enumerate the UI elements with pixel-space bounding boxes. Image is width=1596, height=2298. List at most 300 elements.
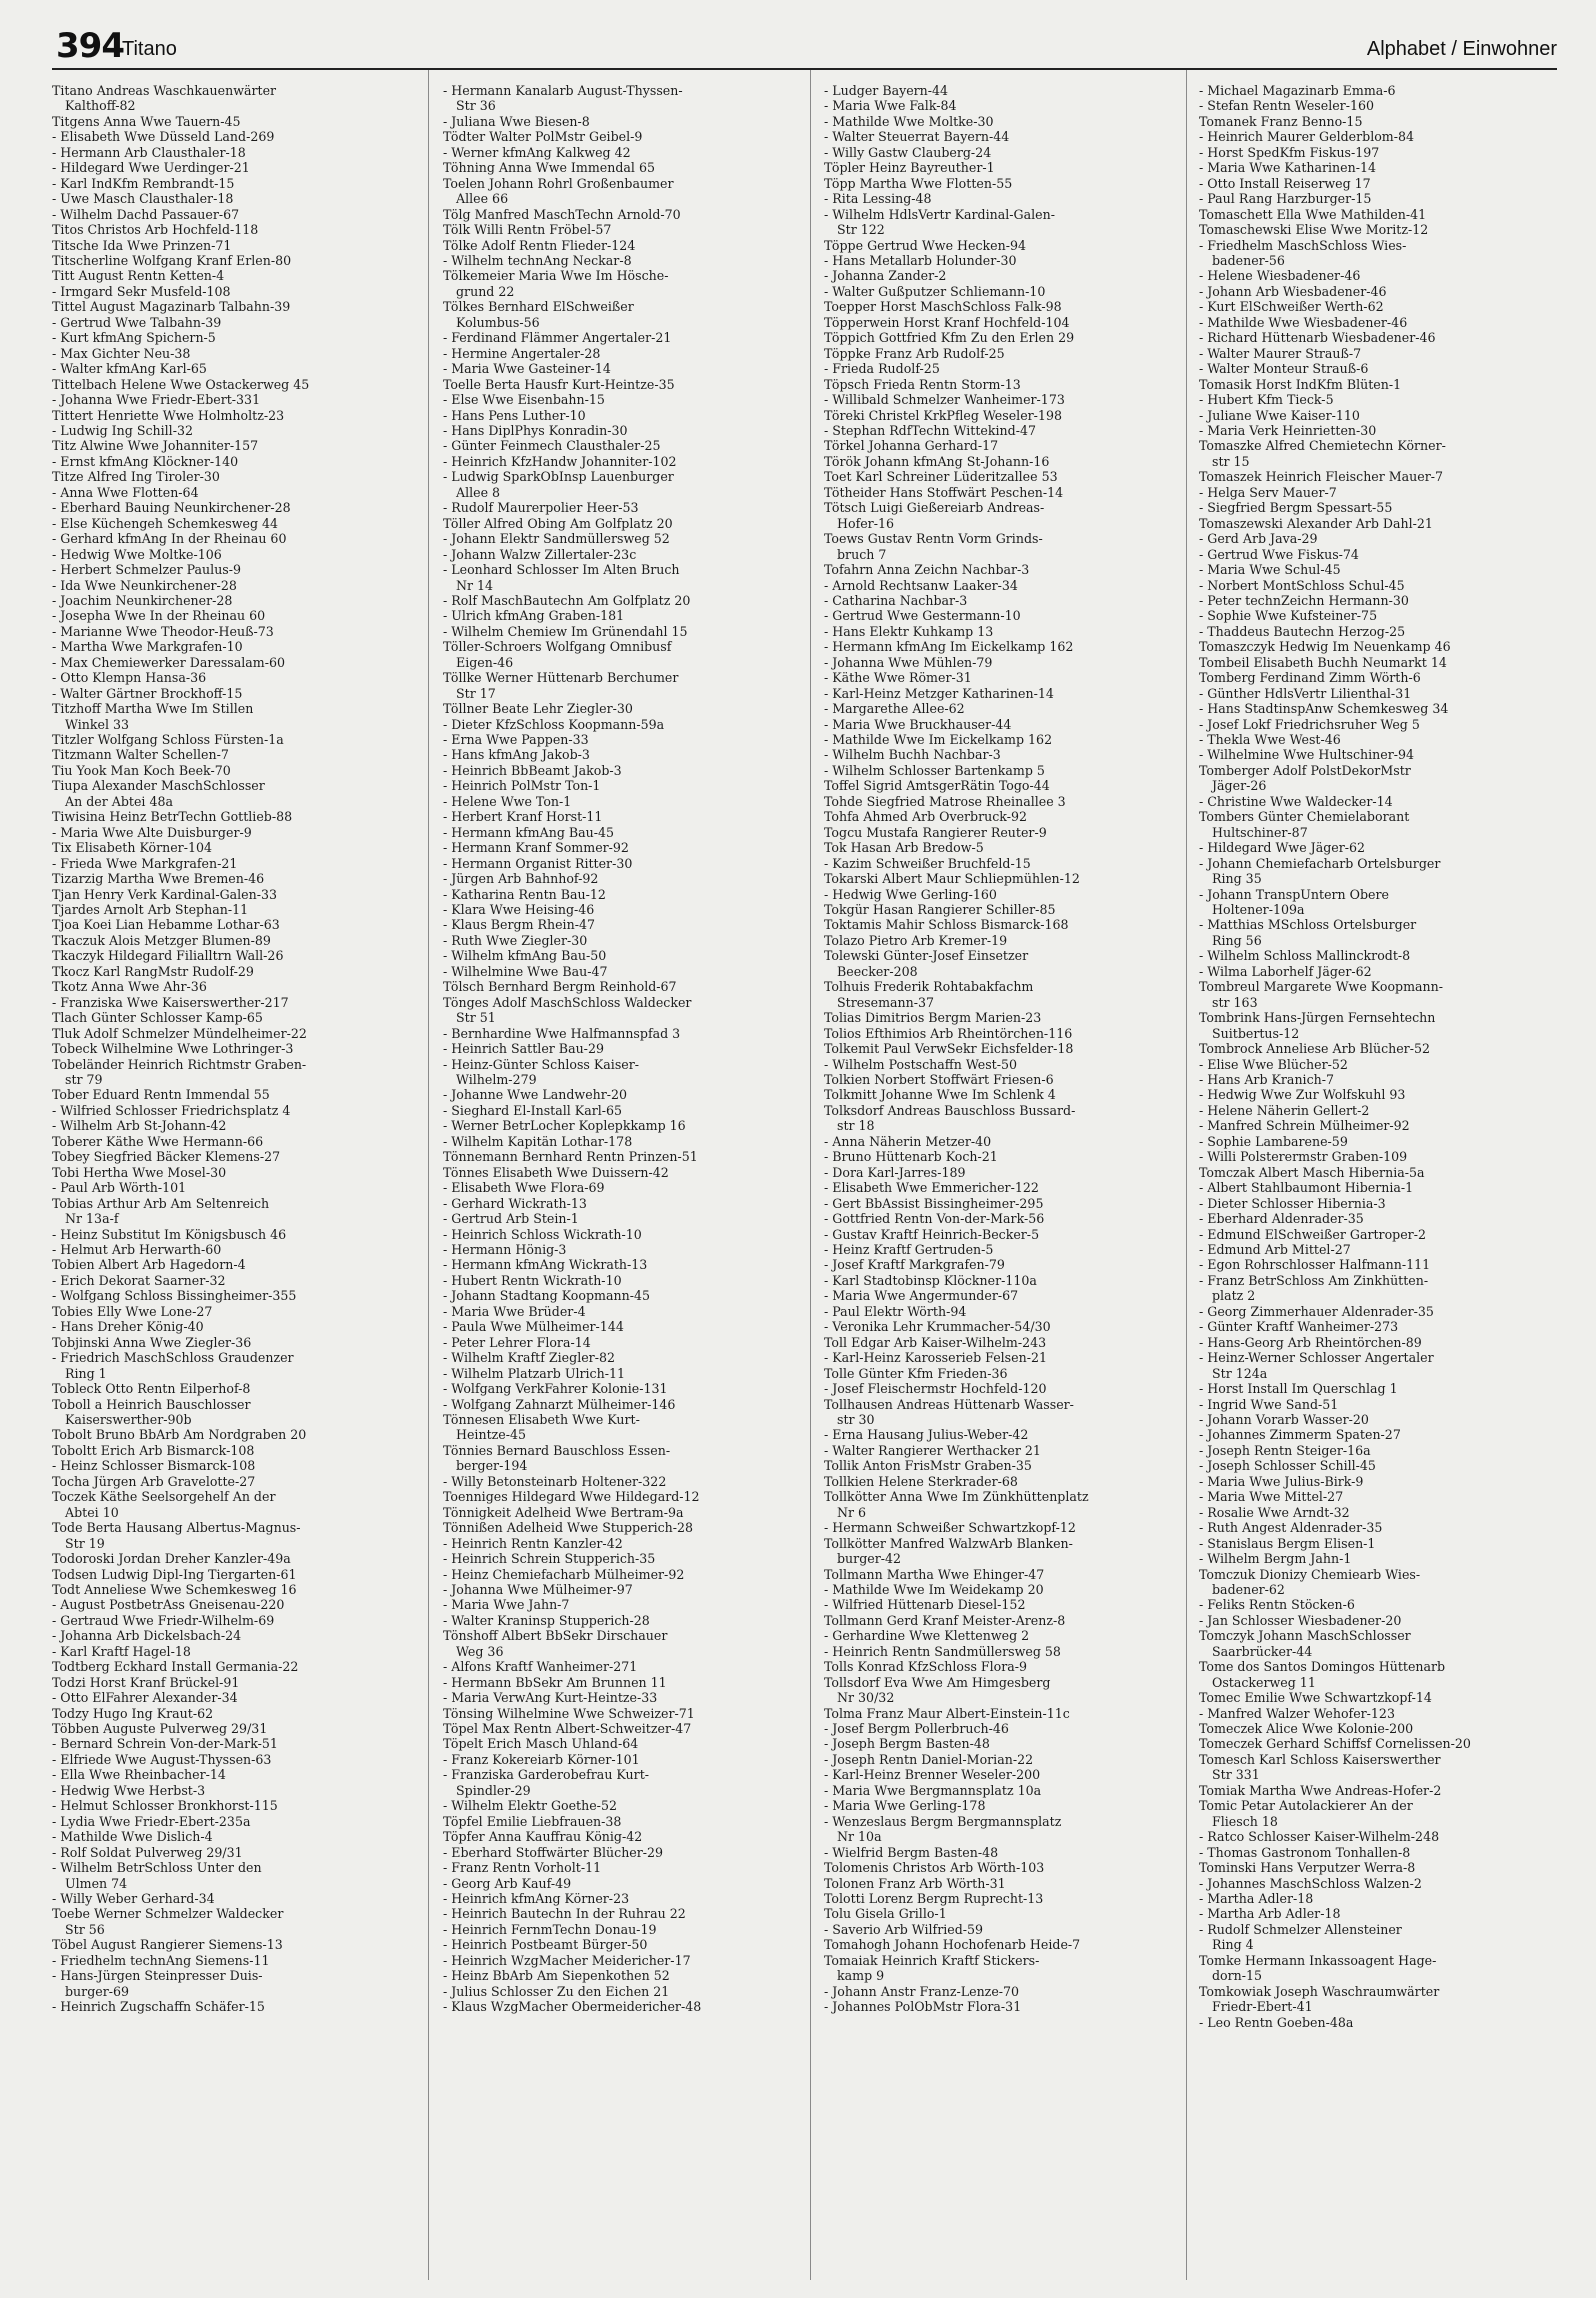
entry-text: - Johann Vorarb Wasser-20 [1199,1411,1369,1427]
directory-entry [52,1953,417,1968]
entry-text: - Wilhelm Elektr Goethe-52 [443,1798,617,1814]
directory-entry [443,1443,808,1474]
directory-entry [443,1922,808,1937]
entry-text: Tomaszczyk Hedwig Im Neuenkamp 46 [1199,639,1451,655]
entry-text: - Georg Arb Kauf-49 [443,1875,572,1891]
entry-continuation: Str 124a [1212,1365,1268,1381]
directory-entry [1199,1922,1564,1953]
entry-text: - Peter Lehrer Flora-14 [443,1334,591,1350]
directory-entry [824,624,1189,639]
entry-text: Tomiak Martha Wwe Andreas-Hofer-2 [1199,1782,1442,1798]
entry-text: Tomkowiak Joseph Waschraumwärter [1199,1983,1440,1999]
entry-text: - Helene Wwe Ton-1 [443,793,572,809]
directory-entry [443,794,808,809]
directory-entry [1199,1876,1564,1891]
entry-text: - Sieghard El-Install Karl-65 [443,1102,623,1118]
entry-text: - Mathilde Wwe Im Eickelkamp 162 [824,732,1053,748]
entry-continuation: Kalthoff-82 [65,98,136,114]
directory-entry [824,1072,1189,1087]
directory-entry [443,1103,808,1118]
directory-entry [443,747,808,762]
directory-entry [824,809,1189,824]
entry-text: Tönnemann Bernhard Rentn Prinzen-51 [443,1149,698,1165]
entry-text: - Maria Wwe Gerling-178 [824,1798,986,1814]
entry-text: - Bernard Schrein Von-der-Mark-51 [52,1736,278,1752]
directory-entry [824,1659,1189,1674]
entry-text: Todoroski Jordan Dreher Kanzler-49a [52,1551,291,1567]
directory-entry [824,639,1189,654]
entry-text: - Heinrich Postbeamt Bürger-50 [443,1937,648,1953]
directory-entry [824,1767,1189,1782]
directory-entry [443,1211,808,1226]
running-head-left: Titano [122,38,177,60]
directory-entry [52,1906,417,1937]
entry-text: - Johanna Zander-2 [824,268,947,284]
directory-entry [824,825,1189,840]
directory-entry [824,1489,1189,1520]
running-head-right: Alphabet / Einwohner [1366,38,1557,60]
directory-column-1 [52,83,417,2283]
entry-text: Török Johann kfmAng St-Johann-16 [824,453,1050,469]
directory-entry [52,83,417,114]
directory-entry [1199,176,1564,191]
directory-entry [443,624,808,639]
entry-text: - Frieda Rudolf-25 [824,361,940,377]
entry-text: - Jürgen Arb Bahnhof-92 [443,871,599,887]
directory-entry [824,578,1189,593]
directory-entry [443,1829,808,1844]
directory-entry [824,392,1189,407]
entry-text: - Wilhelm Platzarb Ulrich-11 [443,1365,626,1381]
directory-entry [1199,1752,1564,1783]
entry-text: - Josef Bergm Pollerbruch-46 [824,1721,1009,1737]
entry-text: - Martha Arb Adler-18 [1199,1906,1341,1922]
entry-text: Tölkemeier Maria Wwe Im Hösche- [443,268,669,284]
directory-entry [1199,1180,1564,1195]
directory-entry [824,933,1189,948]
directory-entry [52,1613,417,1628]
entry-text: - Veronika Lehr Krummacher-54/30 [824,1319,1051,1335]
directory-entry [1199,1350,1564,1381]
entry-text: Tomczuk Dionizy Chemiearb Wies- [1199,1566,1421,1582]
entry-text: - Maria Wwe Brüder-4 [443,1303,586,1319]
entry-text: - Rolf MaschBautechn Am Golfplatz 20 [443,592,691,608]
directory-entry [824,948,1189,979]
entry-text: - Arnold Rechtsanw Laaker-34 [824,577,1018,593]
directory-entry [1199,964,1564,979]
entry-text: - Wilhelm Buchh Nachbar-3 [824,747,1001,763]
directory-entry [824,315,1189,330]
entry-text: - Wilfried Schlosser Friedrichsplatz 4 [52,1102,291,1118]
entry-text: Tombrock Anneliese Arb Blücher-52 [1199,1041,1430,1057]
directory-entry [52,995,417,1010]
directory-entry [1199,1891,1564,1906]
entry-text: - Johann Walzw Zillertaler-23c [443,546,637,562]
directory-entry [52,562,417,577]
directory-entry [443,1412,808,1443]
entry-text: - Hermann Kanalarb August-Thyssen- [443,83,683,98]
entry-text: - Hermann BbSekr Am Brunnen 11 [443,1674,667,1690]
directory-entry [824,732,1189,747]
directory-entry [1199,1211,1564,1226]
entry-text: - Willibald Schmelzer Wanheimer-173 [824,392,1065,408]
directory-entry [1199,1829,1564,1844]
directory-entry [52,948,417,963]
entry-text: Tollkötter Manfred WalzwArb Blanken- [824,1535,1073,1551]
directory-entry [824,1721,1189,1736]
entry-text: Tome dos Santos Domingos Hüttenarb [1199,1659,1446,1675]
directory-entry [52,655,417,670]
directory-entry [443,377,808,392]
directory-entry [824,856,1189,871]
entry-text: Töpsch Frieda Rentn Storm-13 [824,376,1021,392]
entry-text: - Hans StadtinspAnw Schemkesweg 34 [1199,701,1449,717]
entry-text: - Julius Schlosser Zu den Eichen 21 [443,1983,670,1999]
entry-continuation: dorn-15 [1212,1968,1263,1984]
directory-entry [52,1319,417,1334]
directory-entry [443,1319,808,1334]
entry-text: - Eberhard Stoffwärter Blücher-29 [443,1844,664,1860]
entry-text: - Gottfried Rentn Von-der-Mark-56 [824,1211,1045,1227]
entry-text: Tjan Henry Verk Kardinal-Galen-33 [52,886,278,902]
directory-entry [52,531,417,546]
entry-text: Tolkemit Paul VerwSekr Eichsfelder-18 [824,1041,1074,1057]
directory-entry [52,207,417,222]
directory-entry [824,608,1189,623]
directory-entry [1199,1551,1564,1566]
entry-text: Tollik Anton FrisMstr Graben-35 [824,1458,1032,1474]
entry-text: - Ida Wwe Neunkirchener-28 [52,577,237,593]
entry-continuation: Heintze-45 [456,1427,527,1443]
directory-entry [52,1165,417,1180]
directory-entry [1199,1273,1564,1304]
directory-entry [824,454,1189,469]
directory-entry [824,1922,1189,1937]
directory-entry [52,763,417,778]
directory-entry [1199,1165,1564,1180]
directory-entry [52,778,417,809]
entry-text: Tomanek Franz Benno-15 [1199,113,1363,129]
entry-text: - Manfred Walzer Wehofer-123 [1199,1705,1395,1721]
entry-text: Tittel August Magazinarb Talbahn-39 [52,299,291,315]
entry-text: - Wilhelm Kapitän Lothar-178 [443,1133,633,1149]
directory-entry [1199,1149,1564,1164]
directory-entry [1199,1736,1564,1751]
directory-entry [52,423,417,438]
directory-entry [824,408,1189,423]
directory-entry [824,160,1189,175]
entry-text: - Herbert Schmelzer Paulus-9 [52,562,242,578]
entry-text: Toberer Käthe Wwe Hermann-66 [52,1133,264,1149]
directory-entry [443,1180,808,1195]
entry-text: - Hildegard Wwe Uerdinger-21 [52,160,250,176]
entry-continuation: Kolumbus-56 [456,314,540,330]
directory-entry [824,1814,1189,1845]
entry-text: - Martha Adler-18 [1199,1891,1314,1907]
directory-entry [52,979,417,994]
entry-text: - Rosalie Wwe Arndt-32 [1199,1504,1350,1520]
entry-text: - Marianne Wwe Theodor-Heuß-73 [52,623,274,639]
directory-entry [52,191,417,206]
entry-text: - Hedwig Wwe Zur Wolfskuhl 93 [1199,1087,1406,1103]
entry-text: - Heinrich Sattler Bau-29 [443,1041,604,1057]
entry-text: - Max Gichter Neu-38 [52,345,191,361]
directory-entry [443,238,808,253]
directory-entry [443,763,808,778]
entry-text: - Otto Klempn Hansa-36 [52,670,207,686]
entry-text: - Walter Rangierer Werthacker 21 [824,1442,1041,1458]
directory-entry [824,1937,1189,1952]
entry-text: - Margarethe Allee-62 [824,701,965,717]
directory-entry [52,1721,417,1736]
entry-text: Tolios Efthimios Arb Rheintörchen-116 [824,1025,1073,1041]
directory-entry [443,1273,808,1288]
directory-entry [824,670,1189,685]
entry-text: - Else Küchengeh Schemkesweg 44 [52,515,279,531]
directory-entry [824,655,1189,670]
directory-entry [52,268,417,283]
directory-entry [1199,948,1564,963]
entry-text: Tollhausen Andreas Hüttenarb Wasser- [824,1396,1074,1412]
entry-text: - Heinz BbArb Am Siepenkothen 52 [443,1968,670,1984]
entry-text: Titsche Ida Wwe Prinzen-71 [52,237,232,253]
entry-text: - Frieda Wwe Markgrafen-21 [52,855,238,871]
entry-text: - Jan Schlosser Wiesbadener-20 [1199,1612,1402,1628]
entry-text: - Klara Wwe Heising-46 [443,902,595,918]
directory-entry [1199,1613,1564,1628]
directory-entry [1199,1489,1564,1504]
entry-text: Todzy Hugo Ing Kraut-62 [52,1705,214,1721]
entry-text: - Karl Stadtobinsp Klöckner-110a [824,1272,1037,1288]
directory-entry [824,1891,1189,1906]
directory-entry [824,1273,1189,1288]
directory-entry [443,454,808,469]
entry-continuation: Spindler-29 [456,1782,531,1798]
entry-text: Töllner Beate Lehr Ziegler-30 [443,701,633,717]
directory-entry [443,1582,808,1597]
entry-text: - Horst Install Im Querschlag 1 [1199,1381,1398,1397]
entry-text: - Mathilde Wwe Wiesbadener-46 [1199,314,1408,330]
entry-text: - Bernhardine Wwe Halfmannspfad 3 [443,1025,681,1041]
directory-entry [1199,1458,1564,1473]
entry-text: Tiwisina Heinz BetrTechn Gottlieb-88 [52,809,293,825]
directory-entry [443,1860,808,1875]
directory-entry [443,871,808,886]
directory-entry [443,1984,808,1999]
directory-entry [443,423,808,438]
entry-text: - Hermann Hönig-3 [443,1241,567,1257]
entry-text: Toelle Berta Hausfr Kurt-Heintze-35 [443,376,675,392]
directory-entry [1199,1953,1564,1984]
entry-text: - Richard Hüttenarb Wiesbadener-46 [1199,330,1436,346]
entry-text: - Johanna Wwe Mülheimer-97 [443,1581,633,1597]
entry-text: - Rolf Soldat Pulverweg 29/31 [52,1844,243,1860]
directory-entry [443,1968,808,1983]
entry-text: Tokgür Hasan Rangierer Schiller-85 [824,902,1056,918]
directory-entry [443,1489,808,1504]
entry-text: - Wenzeslaus Bergm Bergmannsplatz [824,1813,1062,1829]
entry-text: - Maria Wwe Jahn-7 [443,1597,570,1613]
entry-text: - Ludwig SparkObInsp Lauenburger [443,469,674,485]
entry-text: - Otto ElFahrer Alexander-34 [52,1690,238,1706]
entry-text: - Edmund ElSchweißer Gartroper-2 [1199,1226,1426,1242]
directory-entry [824,747,1189,762]
entry-text: - Ruth Angest Aldenrader-35 [1199,1520,1383,1536]
entry-text: - Paul Arb Wörth-101 [52,1180,187,1196]
entry-text: - Eberhard Aldenrader-35 [1199,1211,1364,1227]
directory-entry [52,1350,417,1381]
entry-text: - Alfons Kraftf Wanheimer-271 [443,1659,638,1675]
entry-text: - Manfred Schrein Mülheimer-92 [1199,1118,1410,1134]
entry-text: - Heinz Kraftf Gertruden-5 [824,1241,994,1257]
entry-text: Tobjinski Anna Wwe Ziegler-36 [52,1334,252,1350]
directory-entry [1199,624,1564,639]
entry-text: Tomczak Albert Masch Hibernia-5a [1199,1164,1425,1180]
entry-text: - Mathilde Wwe Dislich-4 [52,1829,213,1845]
entry-text: Töpelt Erich Masch Uhland-64 [443,1736,639,1752]
entry-text: - Erna Wwe Pappen-33 [443,732,589,748]
directory-entry [52,1675,417,1690]
entry-continuation: Allee 8 [456,484,501,500]
entry-continuation: burger-69 [65,1983,130,1999]
directory-entry [443,1057,808,1088]
entry-text: - Johann Stadtang Koopmann-45 [443,1288,650,1304]
directory-entry [443,1242,808,1257]
directory-entry [443,1304,808,1319]
entry-text: - Maria Wwe Gasteiner-14 [443,361,611,377]
entry-text: - Rudolf Maurerpolier Heer-53 [443,500,639,516]
entry-text: - Wilhelm Dachd Passauer-67 [52,206,240,222]
directory-entry [1199,1659,1564,1690]
entry-text: Tjardes Arnolt Arb Stephan-11 [52,902,249,918]
entry-text: - Gerd Arb Java-29 [1199,531,1318,547]
directory-entry [52,1087,417,1102]
entry-text: - Maria Verk Heinrietten-30 [1199,422,1377,438]
entry-continuation: badener-62 [1212,1581,1285,1597]
entry-text: - Paul Rang Harzburger-15 [1199,191,1372,207]
entry-continuation: Weg 36 [456,1643,504,1659]
entry-text: Todt Anneliese Wwe Schemkesweg 16 [52,1581,297,1597]
entry-continuation: Str 122 [837,222,885,238]
directory-entry [824,1103,1189,1134]
directory-entry [1199,299,1564,314]
directory-entry [824,346,1189,361]
entry-text: Tobeck Wilhelmine Wwe Lothringer-3 [52,1041,294,1057]
entry-text: Tobeländer Heinrich Richtmstr Graben- [52,1056,307,1072]
directory-entry [443,1891,808,1906]
directory-entry [52,1999,417,2014]
entry-text: - Lydia Wwe Friedr-Ebert-235a [52,1813,251,1829]
directory-entry [52,1845,417,1860]
entry-text: - Otto Install Reiserweg 17 [1199,175,1371,191]
entry-text: Töppke Franz Arb Rudolf-25 [824,345,1005,361]
directory-entry [1199,485,1564,500]
entry-text: - Franz Kokereiarb Körner-101 [443,1751,640,1767]
entry-text: - Hans DiplPhys Konradin-30 [443,422,628,438]
entry-text: - Werner kfmAng Kalkweg 42 [443,144,631,160]
entry-text: - Ludger Bayern-44 [824,83,949,98]
entry-text: - Elisabeth Wwe Düsseld Land-269 [52,129,275,145]
directory-entry [52,1180,417,1195]
entry-text: - Johannes MaschSchloss Walzen-2 [1199,1875,1422,1891]
entry-text: Töppe Gertrud Wwe Hecken-94 [824,237,1027,253]
directory-entry [443,1227,808,1242]
entry-continuation: platz 2 [1212,1288,1256,1304]
directory-entry [443,1767,808,1798]
directory-entry [443,902,808,917]
entry-text: - Helene Näherin Gellert-2 [1199,1102,1370,1118]
directory-entry [443,1381,808,1396]
directory-entry [443,299,808,330]
directory-entry [52,1134,417,1149]
directory-entry [824,1443,1189,1458]
entry-continuation: burger-42 [837,1551,902,1567]
entry-text: - Walter Steuerrat Bayern-44 [824,129,1010,145]
directory-entry [1199,1196,1564,1211]
directory-entry [52,346,417,361]
directory-entry [443,701,808,716]
entry-text: Tomaschewski Elise Wwe Moritz-12 [1199,222,1429,238]
entry-text: Todsen Ludwig Dipl-Ing Tiergarten-61 [52,1566,297,1582]
directory-entry [1199,1706,1564,1721]
directory-entry [824,1366,1189,1381]
entry-text: Tolias Dimitrios Bergm Marien-23 [824,1010,1042,1026]
entry-text: Tomahogh Johann Hochofenarb Heide-7 [824,1937,1081,1953]
entry-text: Titscherline Wolfgang Kranf Erlen-80 [52,252,292,268]
directory-entry [52,469,417,484]
directory-entry [52,1335,417,1350]
entry-continuation: Ring 4 [1212,1937,1254,1953]
entry-text: Tomaszke Alfred Chemietechn Körner- [1199,438,1446,454]
entry-text: Tiu Yook Man Koch Beek-70 [52,762,231,778]
entry-text: - August PostbetrAss Gneisenau-220 [52,1597,285,1613]
entry-text: Tolkien Norbert Stoffwärt Friesen-6 [824,1072,1054,1087]
entry-text: - Walter Maurer Strauß-7 [1199,345,1362,361]
entry-text: Töpfer Anna Kauffrau König-42 [443,1829,643,1845]
directory-entry [1199,98,1564,113]
entry-text: Töpfel Emilie Liebfrauen-38 [443,1813,622,1829]
entry-text: - Hans Elektr Kuhkamp 13 [824,623,994,639]
directory-entry [824,531,1189,562]
directory-entry [1199,1474,1564,1489]
entry-text: - Wilhelm HdlsVertr Kardinal-Galen- [824,206,1055,222]
directory-entry [824,1165,1189,1180]
directory-entry [1199,129,1564,144]
entry-text: - Heinz-Werner Schlosser Angertaler [1199,1350,1434,1366]
entry-text: - Hans Pens Luther-10 [443,407,586,423]
entry-text: - Wilhelm Schlosser Bartenkamp 5 [824,762,1045,778]
directory-entry [824,238,1189,253]
directory-entry [824,902,1189,917]
directory-entry [824,794,1189,809]
directory-entry [1199,1118,1564,1133]
directory-entry [824,268,1189,283]
entry-text: Tönnesen Elisabeth Wwe Kurt- [443,1411,640,1427]
entry-text: - Irmgard Sekr Musfeld-108 [52,283,231,299]
directory-entry [1199,1443,1564,1458]
entry-text: - Maria Wwe Bergmannsplatz 10a [824,1782,1042,1798]
directory-entry [52,253,417,268]
directory-entry [52,1644,417,1659]
directory-entry [824,438,1189,453]
entry-continuation: Fliesch 18 [1212,1813,1278,1829]
entry-text: - Maria Wwe Katharinen-14 [1199,160,1377,176]
directory-entry [1199,578,1564,593]
directory-entry [1199,794,1564,809]
entry-text: Tix Elisabeth Körner-104 [52,840,212,856]
entry-text: - Dieter Schlosser Hibernia-3 [1199,1195,1386,1211]
entry-text: Tönnigkeit Adelheid Wwe Bertram-9a [443,1504,684,1520]
